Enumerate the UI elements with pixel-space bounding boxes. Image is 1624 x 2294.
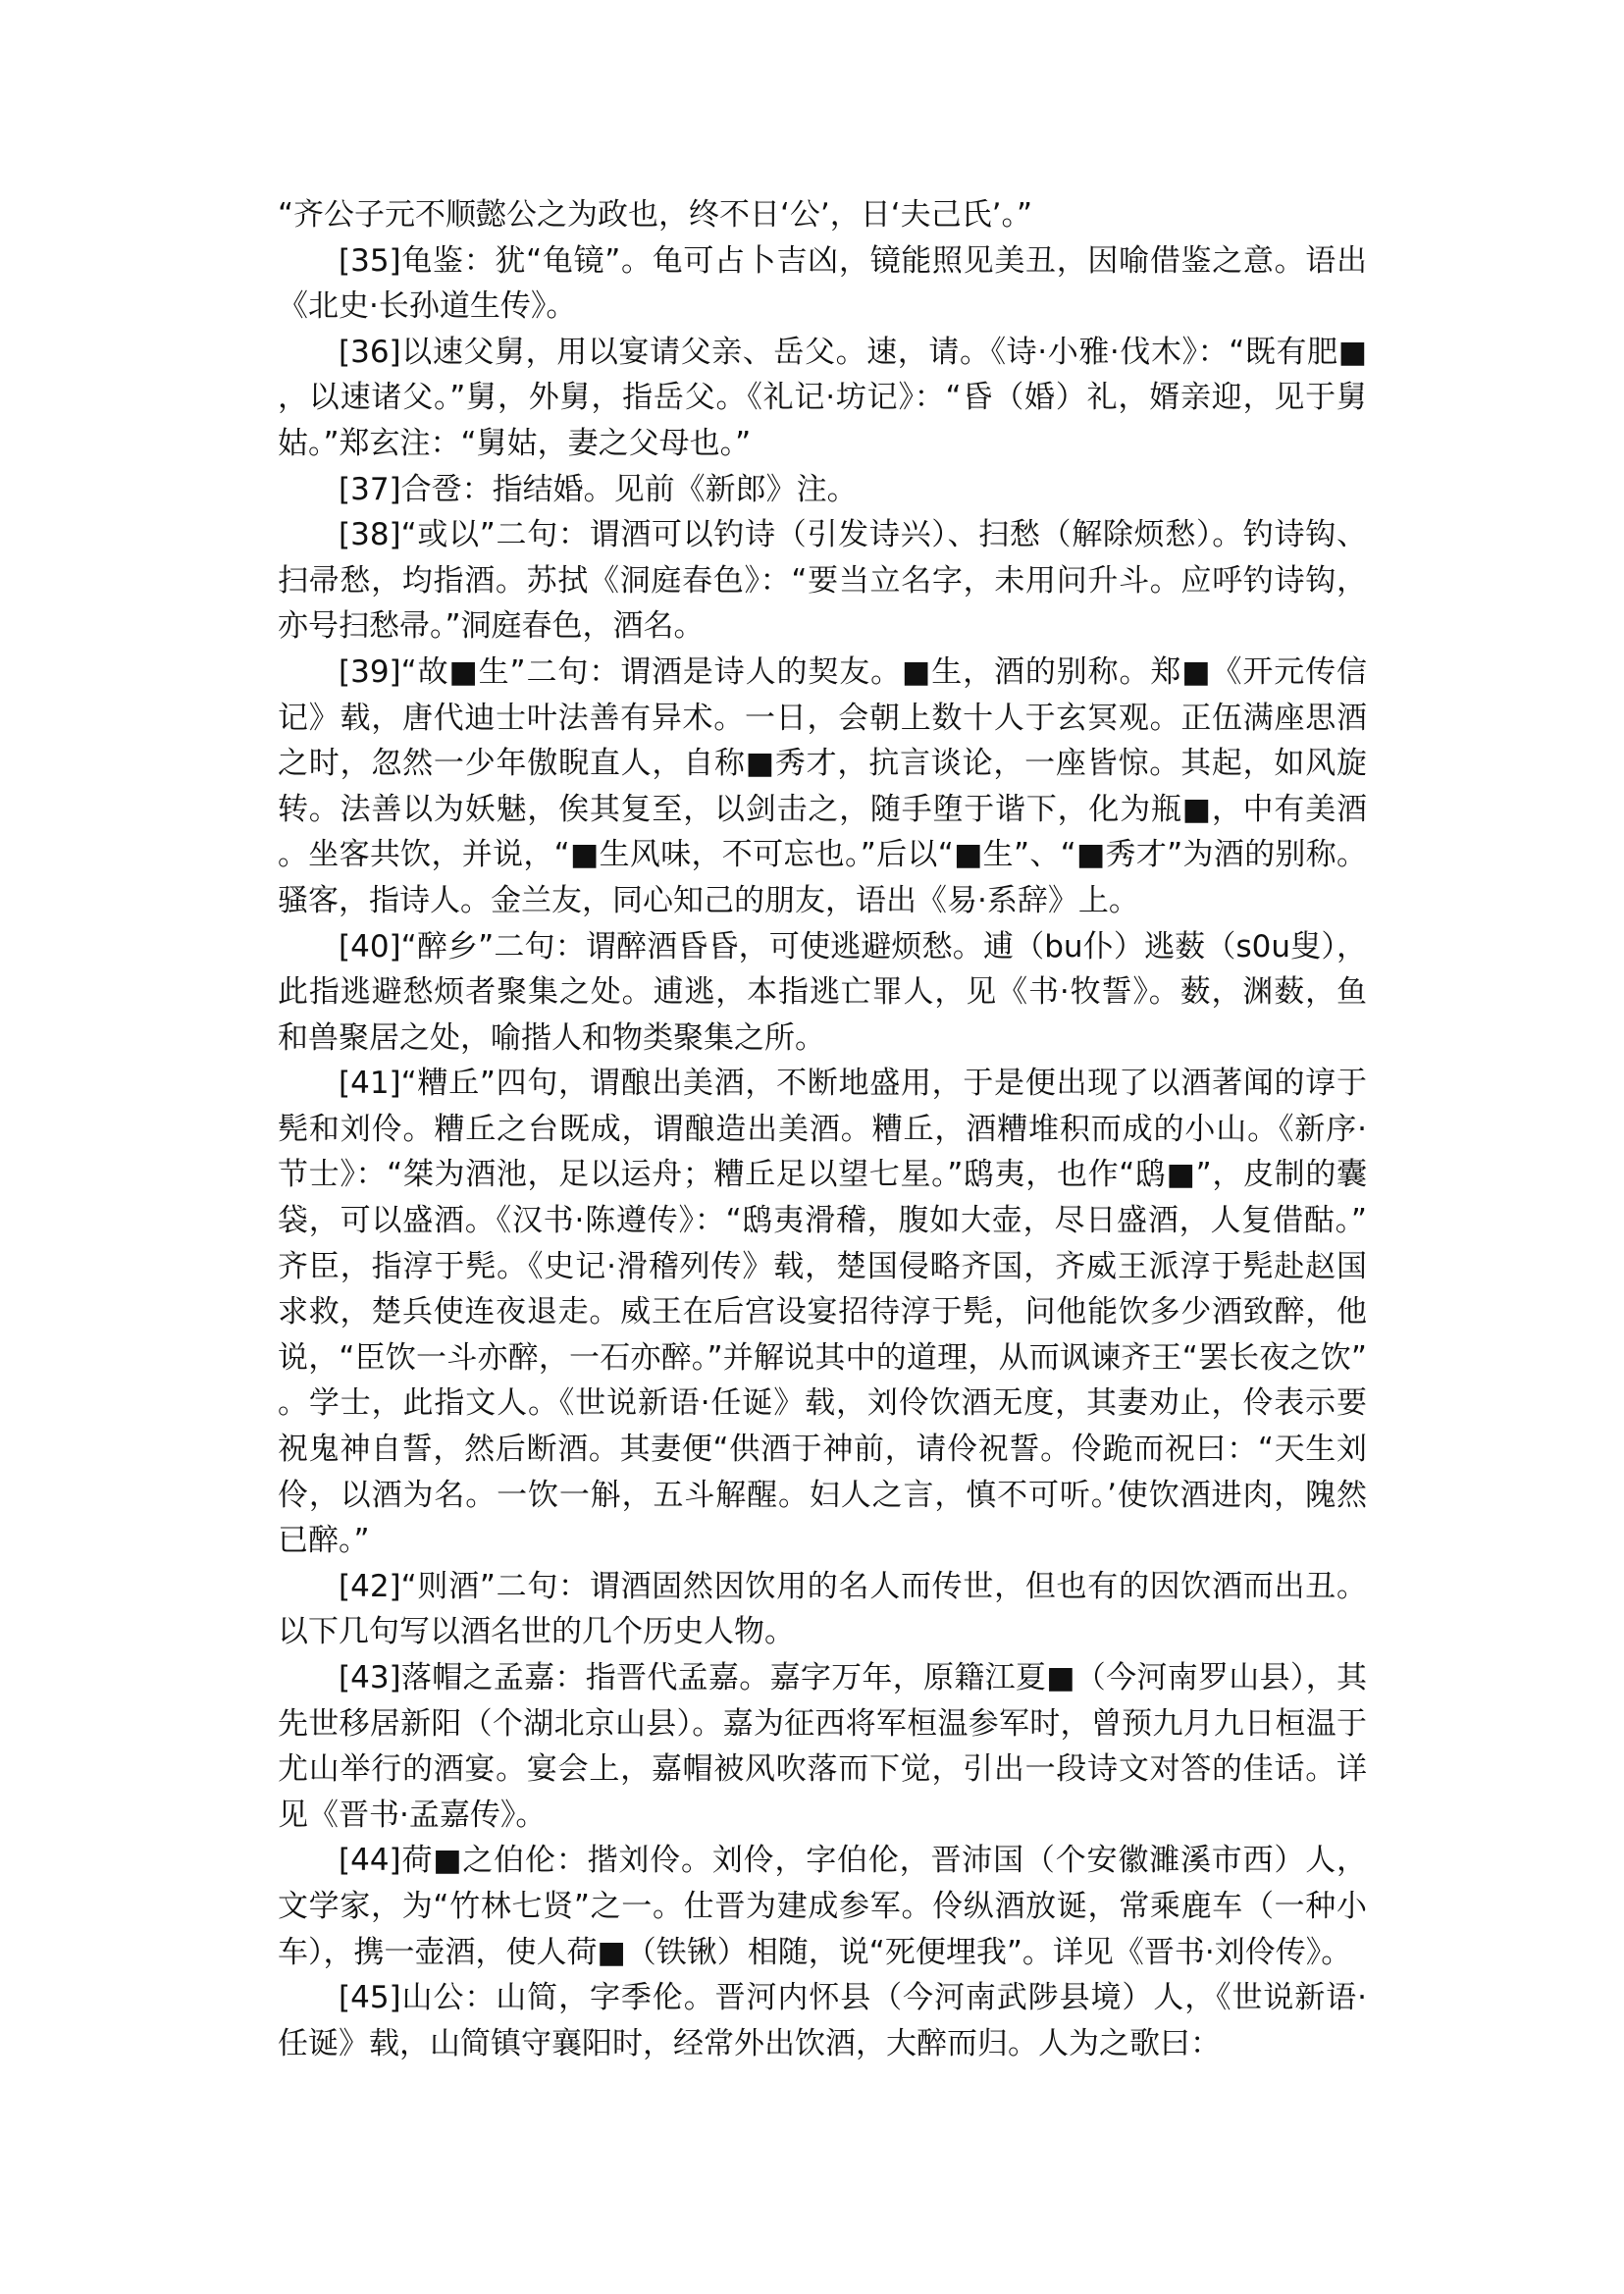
note-40: [40]“醉乡”二句：谓醉酒昏昏，可使逃避烦愁。逋（bu仆）逃薮（s0u叟），此指逃避愁烦者聚集之处。逋逃，本指逃亡罪人，见《书·牧誓》。薮，渊薮，鱼和兽聚居之处，喻揩人和物类聚集之所。 (278, 928, 1367, 1056)
note-39: [39]“故■生”二句：谓酒是诗人的契友。■生，酒的别称。郑■《开元传信记》载，唐代迪士叶法善有异术。一日，会朝上数十人于玄冥观。正伍满座思酒之时，忽然一少年傲睨直人，自称■秀才，抗言谈论，一座皆惊。其起，如风旋转。法善以为妖魅，俟其复至，以剑击之，随手堕于谐下，化为瓶■，中有美酒。坐客共饮，并说，“■生风味，不可忘也。”后以“■生”、“■秀才”为酒的别称。骚客，指诗人。金兰友，同心知己的朋友，语出《易·系辞》上。 (278, 653, 1367, 918)
note-35: [35]龟鉴：犹“龟镜”。龟可占卜吉凶，镜能照见美丑，因喻借鉴之意。语出《北史·长孙道生传》。 (278, 242, 1367, 325)
note-44: [44]荷■之伯伦：揩刘伶。刘伶，字伯伦，晋沛国（个安徽濉溪市西）人，文学家，为“竹林七贤”之一。仕晋为建成参军。伶纵酒放诞，常乘鹿车（一种小车），携一壶酒，使人荷■（铁锹）相随，说“死便埋我”。详见《晋书·刘伶传》。 (278, 1843, 1367, 1970)
note-36: [36]以速父舅，用以宴请父亲、岳父。速，请。《诗·小雅·伐木》：“既有肥■，以速诸父。”舅，外舅，指岳父。《礼记·坊记》：“昏（婚）礼，婿亲迎，见于舅姑。”郑玄注：“舅姑，妻之父母也。” (278, 334, 1367, 461)
note-43: [43]落帽之孟嘉：指晋代孟嘉。嘉字万年，原籍江夏■（今河南罗山县），其先世移居新阳（个湖北京山县）。嘉为征西将军桓温参军时，曾预九月九日桓温于尤山举行的酒宴。宴会上，嘉帽被风吹落而下觉，引出一段诗文对答的佳话。详见《晋书·孟嘉传》。 (278, 1660, 1367, 1833)
paragraph-0: “齐公子元不顺懿公之为政也，终不日‘公’，日‘夫己氏’。” (278, 197, 1033, 233)
note-38: [38]“或以”二句：谓酒可以钓诗（引发诗兴）、扫愁（解除烦愁）。钓诗钩、扫帚愁，均指酒。苏拭《洞庭春色》：“要当立名字，未用问升斗。应呼钓诗钩，亦号扫愁帚。”洞庭春色，酒名。 (278, 517, 1367, 645)
note-42: [42]“则酒”二句：谓酒固然因饮用的名人而传世，但也有的因饮酒而出丑。以下几句写以酒名世的几个历史人物。 (278, 1568, 1367, 1650)
note-37: [37]合卺：指结婚。见前《新郎》注。 (339, 471, 858, 507)
note-41: [41]“糟丘”四句，谓酿出美酒，不断地盛用，于是便出现了以酒著闻的谆于髡和刘伶。糟丘之台既成，谓酿造出美酒。糟丘，酒糟堆积而成的小山。《新序·节士》：“桀为酒池，足以运舟；糟丘足以望七星。”鸱夷，也作“鸱■”，皮制的囊袋，可以盛酒。《汉书·陈遵传》：“鸱夷滑稽，腹如大壶，尽日盛酒，人复借酤。”齐臣，指淳于髡。《史记·滑稽列传》载，楚国侵略齐国，齐威王派淳于髡赴赵国求救，楚兵使连夜退走。威王在后宫设宴招待淳于髡，问他能饮多少酒致醉，他说，“臣饮一斗亦醉，一石亦醉。”并解说其中的道理，从而讽谏齐王“罢长夜之饮”。学士，此指文人。《世说新语·任诞》载，刘伶饮酒无度，其妻劝止，伶表示要祝鬼神自誓，然后断酒。其妻便“供酒于神前，请伶祝誓。伶跪而祝曰：“天生刘伶，以酒为名。一饮一斛，五斗解醒。妇人之言，慎不可听。’使饮酒进肉，隗然已醉。” (278, 1066, 1367, 1559)
annotation-page (278, 192, 1367, 2066)
note-45: [45]山公：山简，字季伦。晋河内怀县（今河南武陟县境）人，《世说新语·任诞》载，山简镇守襄阳时，经常外出饮酒，大醉而归。人为之歌曰： (278, 1980, 1367, 2061)
